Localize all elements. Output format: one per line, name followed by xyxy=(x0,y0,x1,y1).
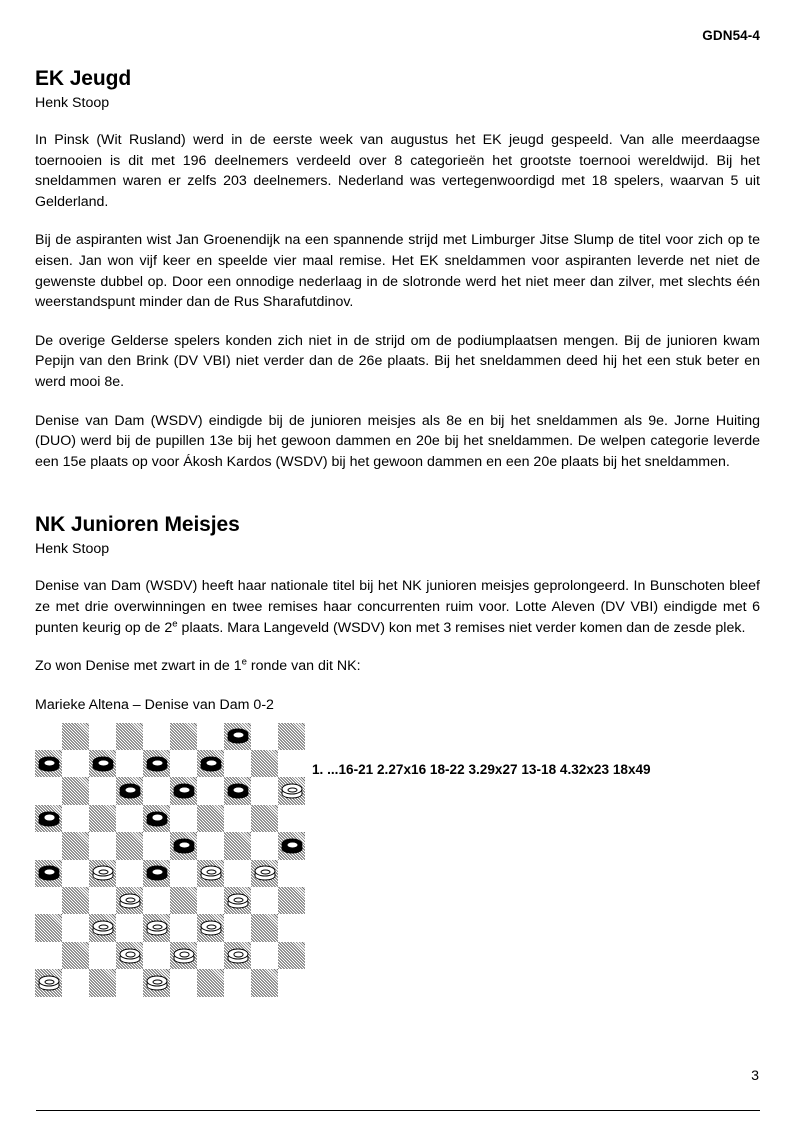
white-piece xyxy=(146,975,167,990)
board-square-light xyxy=(251,887,278,914)
paragraph-nk-2-part-b: ronde van dit NK: xyxy=(246,658,361,675)
piece-top xyxy=(146,756,167,767)
piece-inner-ring xyxy=(45,979,55,984)
white-piece xyxy=(38,975,59,990)
board-square-dark xyxy=(62,723,89,750)
board-square-dark xyxy=(35,914,62,941)
board-square-dark xyxy=(89,750,116,777)
board-square-dark xyxy=(278,723,305,750)
piece-top xyxy=(92,756,113,767)
article-title-ek-jeugd: EK Jeugd xyxy=(35,67,132,90)
piece-inner-ring xyxy=(45,815,55,820)
board-square-dark xyxy=(116,723,143,750)
board-square-light xyxy=(170,750,197,777)
board-square-dark xyxy=(35,969,62,996)
piece-inner-ring xyxy=(126,952,136,957)
board-square-dark xyxy=(62,777,89,804)
piece-top xyxy=(119,948,140,959)
board-square-dark xyxy=(224,942,251,969)
ordinal-suffix-2e: e xyxy=(172,617,178,629)
board-square-dark xyxy=(197,914,224,941)
board-square-dark xyxy=(278,832,305,859)
board-square-dark xyxy=(197,860,224,887)
black-piece xyxy=(38,756,59,771)
piece-inner-ring xyxy=(207,870,217,875)
piece-top xyxy=(38,975,59,986)
board-square-dark xyxy=(143,914,170,941)
piece-inner-ring xyxy=(234,787,244,792)
piece-top xyxy=(38,866,59,877)
board-square-dark xyxy=(116,832,143,859)
board-square-dark xyxy=(62,942,89,969)
piece-inner-ring xyxy=(99,924,109,929)
board-square-dark xyxy=(143,969,170,996)
piece-top xyxy=(173,838,194,849)
board-square-light xyxy=(224,805,251,832)
piece-inner-ring xyxy=(99,760,109,765)
board-square-dark xyxy=(35,750,62,777)
paragraph-nk-1 xyxy=(35,576,760,638)
paragraph-ek-jeugd-1: In Pinsk (Wit Rusland) werd in de eerste week van augustus het EK jeugd gespeeld. Van alle meerdaagse toernooien is dit met 196 deelnemers verdeeld over 8 categorieën het grootste toernooi wereldwijd. Bij het sneldammen waren er zelfs 203 deelnemers. Nederland was vertegenwoordigd met 18 spelers, waarvan 5 uit Gelderland. xyxy=(35,132,760,210)
board-square-light xyxy=(35,942,62,969)
piece-inner-ring xyxy=(126,787,136,792)
board-square-light xyxy=(224,860,251,887)
piece-top xyxy=(119,784,140,795)
board-square-dark xyxy=(170,723,197,750)
board-square-light xyxy=(170,914,197,941)
board-square-light xyxy=(251,723,278,750)
paragraph-nk-2 xyxy=(35,656,760,677)
board-square-dark xyxy=(251,860,278,887)
piece-top xyxy=(281,784,302,795)
piece-top xyxy=(146,921,167,932)
footer-rule xyxy=(36,1110,760,1111)
white-piece xyxy=(200,921,221,936)
board-square-light xyxy=(62,750,89,777)
white-piece xyxy=(227,948,248,963)
white-piece xyxy=(254,866,275,881)
black-piece xyxy=(173,838,194,853)
piece-inner-ring xyxy=(180,787,190,792)
black-piece xyxy=(281,838,302,853)
board-square-dark xyxy=(278,777,305,804)
board-square-dark xyxy=(251,805,278,832)
board-square-light xyxy=(116,805,143,832)
piece-inner-ring xyxy=(261,870,271,875)
board-square-light xyxy=(35,832,62,859)
board-square-light xyxy=(197,942,224,969)
board-square-dark xyxy=(197,750,224,777)
piece-inner-ring xyxy=(234,952,244,957)
piece-inner-ring xyxy=(99,870,109,875)
paragraph-ek-jeugd-3: De overige Gelderse spelers konden zich niet in de strijd om de podiumplaatsen mengen. Bij de junioren kwam Pepijn van den Brink (DV VBI) niet verder dan de 26e plaats. Bij het sneldammen deed hij het een stuk beter en werd mooi 8e. xyxy=(35,332,760,390)
board-square-dark xyxy=(170,832,197,859)
board-square-light xyxy=(197,832,224,859)
document-code: GDN54-4 xyxy=(702,28,760,43)
paragraph-ek-jeugd-2: Bij de aspiranten wist Jan Groenendijk na een spannende strijd met Limburger Jitse Slump de titel voor zich op te eisen. Jan won vijf keer en speelde vier maal remise. Het EK sneldammen voor aspiranten leverde net niet de gewenste dubbel op. Door een onnodige nederlaag in de slotronde werd het niet meer dan zilver, met slechts één weerstandspunt minder dan de Rus Sharafutdinov. xyxy=(35,232,760,311)
white-piece xyxy=(227,893,248,908)
piece-inner-ring xyxy=(45,760,55,765)
board-square-light xyxy=(170,805,197,832)
piece-top xyxy=(200,921,221,932)
white-piece xyxy=(146,921,167,936)
board-square-dark xyxy=(224,723,251,750)
piece-top xyxy=(146,975,167,986)
piece-inner-ring xyxy=(153,979,163,984)
board-square-dark xyxy=(170,942,197,969)
piece-top xyxy=(200,866,221,877)
board-square-light xyxy=(143,777,170,804)
piece-inner-ring xyxy=(153,924,163,929)
board-square-dark xyxy=(35,805,62,832)
board-square-dark xyxy=(62,832,89,859)
board-square-light xyxy=(143,723,170,750)
board-square-dark xyxy=(170,887,197,914)
board-square-dark xyxy=(251,969,278,996)
board-square-light xyxy=(143,887,170,914)
piece-top xyxy=(38,811,59,822)
black-piece xyxy=(227,729,248,744)
black-piece xyxy=(92,756,113,771)
black-piece xyxy=(38,866,59,881)
board-square-light xyxy=(116,860,143,887)
black-piece xyxy=(200,756,221,771)
piece-top xyxy=(227,893,248,904)
piece-top xyxy=(38,756,59,767)
article-byline-nk-junioren-meisjes: Henk Stoop xyxy=(35,541,110,558)
white-piece xyxy=(281,784,302,799)
white-piece xyxy=(92,921,113,936)
piece-inner-ring xyxy=(153,815,163,820)
black-piece xyxy=(173,784,194,799)
piece-top xyxy=(92,921,113,932)
piece-top xyxy=(227,948,248,959)
piece-top xyxy=(173,784,194,795)
piece-top xyxy=(146,811,167,822)
board-square-dark xyxy=(143,750,170,777)
board-square-light xyxy=(224,914,251,941)
board-square-light xyxy=(35,723,62,750)
piece-inner-ring xyxy=(207,924,217,929)
board-square-dark xyxy=(62,887,89,914)
piece-top xyxy=(281,838,302,849)
page-number: 3 xyxy=(751,1068,759,1084)
piece-top xyxy=(200,756,221,767)
paragraph-nk-2-part-a: Zo won Denise met zwart in de 1 xyxy=(35,658,242,675)
paragraph-ek-jeugd-4: Denise van Dam (WSDV) eindigde bij de junioren meisjes als 8e en bij het sneldammen als 9e. Jorne Huiting (DUO) werd bij de pupillen 13e bij het gewoon dammen en 20e bij het sneldammen. De welpen categorie leverde een 15e plaats op voor Ákosh Kardos (WSDV) bij het gewoon dammen en een 20e plaats bij het sneldammen. xyxy=(35,412,760,470)
piece-inner-ring xyxy=(234,733,244,738)
ordinal-suffix-1e: e xyxy=(241,656,247,668)
piece-top xyxy=(119,893,140,904)
board-square-light xyxy=(251,832,278,859)
board-square-dark xyxy=(251,750,278,777)
board-square-light xyxy=(89,832,116,859)
board-square-dark xyxy=(224,887,251,914)
article-title-nk-junioren-meisjes: NK Junioren Meisjes xyxy=(35,513,240,537)
board-square-dark xyxy=(89,860,116,887)
board-square-dark xyxy=(116,777,143,804)
board-square-dark xyxy=(278,887,305,914)
game-header: Marieke Altena – Denise van Dam 0-2 xyxy=(35,696,274,713)
board-square-light xyxy=(62,914,89,941)
piece-top xyxy=(92,866,113,877)
board-square-light xyxy=(116,969,143,996)
piece-inner-ring xyxy=(45,870,55,875)
board-square-light xyxy=(170,969,197,996)
black-piece xyxy=(146,811,167,826)
board-square-light xyxy=(89,942,116,969)
board-square-light xyxy=(89,777,116,804)
board-square-light xyxy=(116,914,143,941)
move-notation: 1. ...16-21 2.27x16 18-22 3.29x27 13-18 4.32x23 18x49 xyxy=(312,761,651,777)
piece-inner-ring xyxy=(153,870,163,875)
board-square-light xyxy=(62,805,89,832)
board-square-dark xyxy=(251,914,278,941)
board-square-light xyxy=(278,969,305,996)
board-square-dark xyxy=(89,969,116,996)
board-square-light xyxy=(143,832,170,859)
white-piece xyxy=(92,866,113,881)
white-piece xyxy=(200,866,221,881)
board-square-dark xyxy=(278,942,305,969)
board-square-dark xyxy=(116,942,143,969)
board-square-dark xyxy=(170,777,197,804)
piece-top xyxy=(227,729,248,740)
board-square-light xyxy=(278,805,305,832)
piece-inner-ring xyxy=(288,842,298,847)
board-square-dark xyxy=(143,860,170,887)
piece-top xyxy=(254,866,275,877)
board-square-dark xyxy=(89,805,116,832)
black-piece xyxy=(227,784,248,799)
piece-inner-ring xyxy=(180,842,190,847)
board-square-light xyxy=(35,777,62,804)
black-piece xyxy=(146,866,167,881)
board-square-light xyxy=(278,914,305,941)
black-piece xyxy=(146,756,167,771)
piece-top xyxy=(227,784,248,795)
piece-inner-ring xyxy=(234,897,244,902)
board-square-light xyxy=(170,860,197,887)
paragraph-nk-1-part-a: Denise van Dam (WSDV) heeft haar nationale titel bij het NK junioren meisjes geprolongeerd. In Bunschoten bleef ze met drie overwinningen en twee remises haar concurrenten ruim voor. Lotte Aleven (DV VBI) eindigde met 6 punten keurig op de 2 xyxy=(35,578,760,636)
white-piece xyxy=(119,893,140,908)
board-square-dark xyxy=(197,969,224,996)
board-square-light xyxy=(89,887,116,914)
paragraph-nk-1-part-b: plaats. Mara Langeveld (WSDV) kon met 3 remises niet verder komen dan de zesde plek. xyxy=(177,619,746,636)
piece-top xyxy=(146,866,167,877)
draughts-board xyxy=(35,723,305,997)
board-square-dark xyxy=(224,832,251,859)
board-square-dark xyxy=(35,860,62,887)
board-square-light xyxy=(197,777,224,804)
board-square-light xyxy=(278,860,305,887)
board-square-light xyxy=(62,860,89,887)
board-square-dark xyxy=(197,805,224,832)
page-content xyxy=(35,28,760,1005)
article-byline-ek-jeugd: Henk Stoop xyxy=(35,95,110,111)
piece-inner-ring xyxy=(207,760,217,765)
piece-inner-ring xyxy=(126,897,136,902)
white-piece xyxy=(119,948,140,963)
white-piece xyxy=(173,948,194,963)
board-square-light xyxy=(197,887,224,914)
board-square-light xyxy=(35,887,62,914)
piece-inner-ring xyxy=(180,952,190,957)
board-square-light xyxy=(62,969,89,996)
piece-top xyxy=(173,948,194,959)
board-square-dark xyxy=(116,887,143,914)
board-square-light xyxy=(116,750,143,777)
black-piece xyxy=(38,811,59,826)
board-square-light xyxy=(89,723,116,750)
board-square-light xyxy=(251,777,278,804)
board-square-dark xyxy=(224,777,251,804)
board-square-light xyxy=(278,750,305,777)
board-square-light xyxy=(143,942,170,969)
board-square-dark xyxy=(143,805,170,832)
board-square-light xyxy=(251,942,278,969)
piece-inner-ring xyxy=(288,787,298,792)
diagram-row xyxy=(35,723,760,1005)
board-square-light xyxy=(197,723,224,750)
board-square-dark xyxy=(89,914,116,941)
board-square-light xyxy=(224,750,251,777)
piece-inner-ring xyxy=(153,760,163,765)
black-piece xyxy=(119,784,140,799)
board-square-light xyxy=(224,969,251,996)
